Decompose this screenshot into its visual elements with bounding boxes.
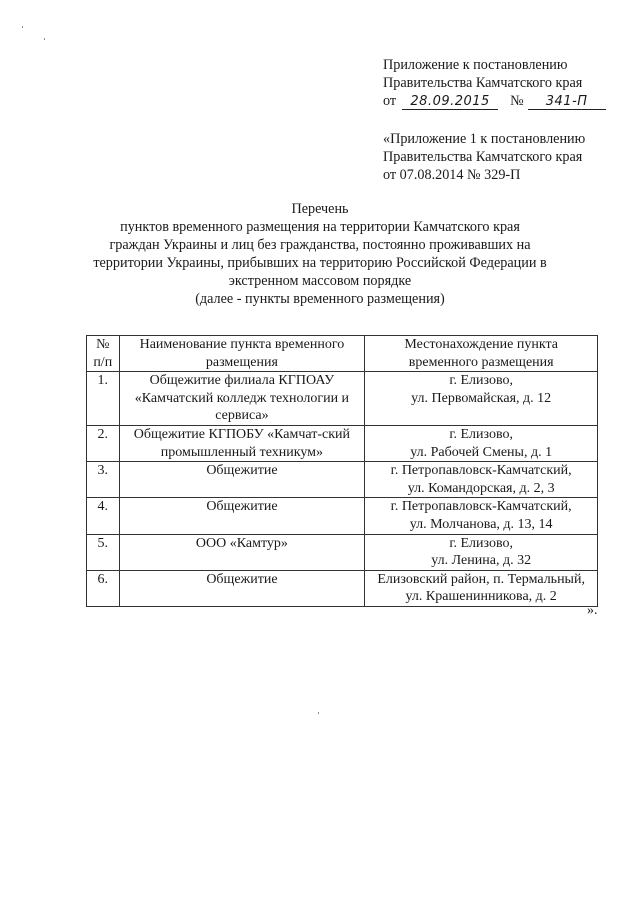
title-line-1: пунктов временного размещения на территории Камчатского края	[120, 219, 520, 236]
scan-speck	[44, 38, 45, 40]
title-line-5: (далее - пункты временного размещения)	[195, 291, 445, 308]
location-street: ул. Молчанова, д. 13, 14	[409, 516, 553, 532]
row-name: Общежитие КГПОБУ «Камчат-ский промышленный техникум»	[119, 425, 365, 461]
table-row	[87, 425, 598, 461]
resolution-line-1: Приложение к постановлению	[383, 57, 568, 73]
scan-speck	[22, 26, 23, 28]
title-heading: Перечень	[291, 201, 349, 217]
table-row	[87, 498, 598, 534]
row-location	[365, 570, 598, 606]
row-name: Общежитие филиала КГПОАУ «Камчатский колледж технологии и сервиса»	[119, 372, 365, 426]
location-city: г. Петропавловск-Камчатский,	[390, 499, 572, 515]
resolution-reference	[383, 56, 633, 110]
title-line-2: граждан Украины и лиц без гражданства, постоянно проживавших на	[109, 237, 531, 254]
resolution-date-number	[383, 92, 633, 110]
location-city: Елизовский район, п. Термальный,	[377, 571, 585, 587]
row-name: Общежитие	[119, 462, 365, 498]
header-num-line-2: п/п	[93, 354, 113, 370]
location-street: ул. Командорская, д. 2, 3	[407, 480, 555, 496]
row-location	[365, 462, 598, 498]
row-number: 3.	[87, 462, 120, 498]
table-row	[87, 372, 598, 426]
location-city: г. Елизово,	[449, 373, 513, 389]
row-name: Общежитие	[119, 570, 365, 606]
header-num-line-1: №	[96, 337, 110, 352]
row-number: 5.	[87, 534, 120, 570]
row-number: 2.	[87, 425, 120, 461]
annex-line-2: Правительства Камчатского края	[383, 149, 583, 165]
table-row	[87, 462, 598, 498]
row-number: 4.	[87, 498, 120, 534]
row-location	[365, 372, 598, 426]
title-line-3: территории Украины, прибывших на территорию Российской Федерации в	[93, 255, 547, 272]
location-street: ул. Ленина, д. 32	[431, 553, 532, 569]
row-location	[365, 425, 598, 461]
from-label: от	[383, 93, 397, 109]
table-header-row	[87, 336, 598, 372]
annex-line-3: от 07.08.2014 № 329-П	[383, 167, 521, 183]
document-title	[90, 200, 550, 309]
resolution-number: 341-П	[528, 94, 606, 110]
row-location	[365, 534, 598, 570]
title-line-4: экстренном массовом порядке	[228, 273, 412, 290]
row-location	[365, 498, 598, 534]
row-name: Общежитие	[119, 498, 365, 534]
header-location: Местонахождение пункта временного размещения	[365, 336, 598, 372]
header-name: Наименование пункта временного размещения	[119, 336, 365, 372]
header-num	[87, 336, 120, 372]
scan-speck	[318, 712, 319, 714]
accommodation-points-table	[86, 335, 598, 607]
row-number: 6.	[87, 570, 120, 606]
resolution-date: 28.09.2015	[402, 94, 498, 110]
location-city: г. Петропавловск-Камчатский,	[390, 463, 572, 479]
table-row	[87, 534, 598, 570]
location-city: г. Елизово,	[449, 535, 513, 551]
row-number: 1.	[87, 372, 120, 426]
location-street: ул. Крашенинникова, д. 2	[405, 589, 557, 605]
annex-line-1: «Приложение 1 к постановлению	[383, 131, 586, 147]
annex-reference	[383, 130, 633, 184]
row-name: ООО «Камтур»	[119, 534, 365, 570]
table-row	[87, 570, 598, 606]
closing-quote: ».	[587, 603, 598, 618]
location-street: ул. Рабочей Смены, д. 1	[410, 444, 553, 460]
location-city: г. Елизово,	[449, 426, 513, 442]
number-label: №	[510, 93, 524, 109]
location-street: ул. Первомайская, д. 12	[411, 390, 552, 406]
resolution-line-2: Правительства Камчатского края	[383, 75, 583, 91]
